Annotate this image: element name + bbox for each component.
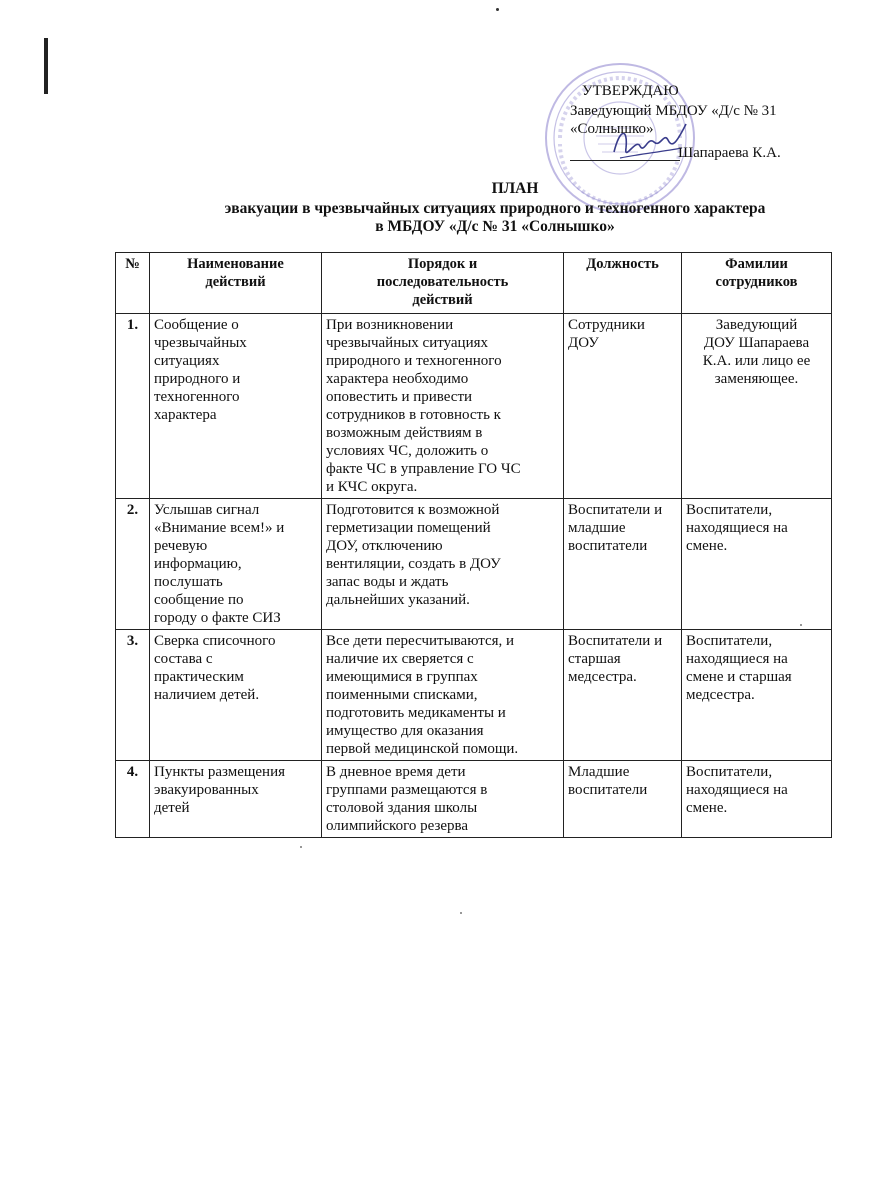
row-position: Воспитатели и старшая медсестра. bbox=[564, 630, 682, 761]
table-row bbox=[116, 499, 832, 630]
row-position: Воспитатели и младшие воспитатели bbox=[564, 499, 682, 630]
header-staff: Фамилии сотрудников bbox=[682, 253, 832, 314]
row-name: Сообщение о чрезвычайных ситуациях природного и техногенного характера bbox=[150, 314, 322, 499]
table-header-row bbox=[116, 253, 832, 314]
approval-org: «Солнышко» bbox=[570, 121, 654, 137]
table-row bbox=[116, 761, 832, 838]
title-line-2: в МБДОУ «Д/с № 31 «Солнышко» bbox=[375, 218, 615, 235]
row-num: 1. bbox=[116, 314, 150, 499]
table-row bbox=[116, 314, 832, 499]
row-staff: Воспитатели, находящиеся на смене. bbox=[682, 499, 832, 630]
row-staff: Заведующий ДОУ Шапараева К.А. или лицо ее заменяющее. bbox=[682, 314, 832, 499]
row-order: Все дети пересчитываются, и наличие их сверяется с имеющимися в группах поименными списками, подготовить медикаменты и имущество для оказания первой медицинской помощи. bbox=[322, 630, 564, 761]
evacuation-plan-table bbox=[115, 252, 832, 838]
header-position: Должность bbox=[564, 253, 682, 314]
row-staff: Воспитатели, находящиеся на смене и старшая медсестра. bbox=[682, 630, 832, 761]
approval-position: Заведующий МБДОУ «Д/с № 31 bbox=[570, 103, 777, 119]
approval-signer: Шапараева К.А. bbox=[678, 145, 781, 161]
approval-heading: УТВЕРЖДАЮ bbox=[582, 83, 679, 99]
row-name: Пункты размещения эвакуированных детей bbox=[150, 761, 322, 838]
row-order: При возникновении чрезвычайных ситуациях природного и техногенного характера необходимо оповестить и привести сотрудников в готовность к возможным действиям в условиях ЧС, доложить о факте ЧС в управление ГО ЧС и КЧС округа. bbox=[322, 314, 564, 499]
table-row bbox=[116, 630, 832, 761]
row-position: Сотрудники ДОУ bbox=[564, 314, 682, 499]
title-heading: ПЛАН bbox=[491, 180, 539, 197]
title-line-1: эвакуации в чрезвычайных ситуациях природного и техногенного характера bbox=[224, 200, 766, 217]
row-position: Младшие воспитатели bbox=[564, 761, 682, 838]
row-staff: Воспитатели, находящиеся на смене. bbox=[682, 761, 832, 838]
row-order: Подготовится к возможной герметизации помещений ДОУ, отключению вентиляции, создать в ДОУ запас воды и ждать дальнейших указаний. bbox=[322, 499, 564, 630]
row-name: Услышав сигнал «Внимание всем!» и речевую информацию, послушать сообщение по городу о факте СИЗ bbox=[150, 499, 322, 630]
scan-artifact bbox=[460, 912, 462, 914]
row-num: 2. bbox=[116, 499, 150, 630]
row-order: В дневное время дети группами размещаются в столовой здания школы олимпийского резерва bbox=[322, 761, 564, 838]
row-name: Сверка списочного состава с практическим наличием детей. bbox=[150, 630, 322, 761]
scan-artifact bbox=[300, 846, 302, 848]
scan-artifact bbox=[496, 8, 499, 11]
scan-artifact bbox=[44, 38, 48, 94]
header-num: № bbox=[116, 253, 150, 314]
header-name: Наименование действий bbox=[150, 253, 322, 314]
row-num: 4. bbox=[116, 761, 150, 838]
signature-line bbox=[570, 160, 680, 161]
row-num: 3. bbox=[116, 630, 150, 761]
header-order: Порядок и последовательность действий bbox=[322, 253, 564, 314]
